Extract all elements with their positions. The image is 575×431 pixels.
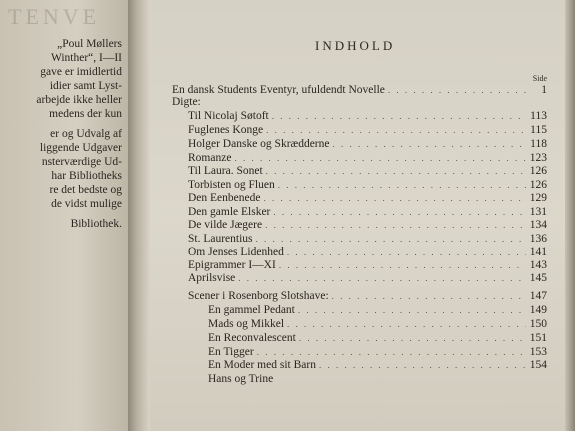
toc-entry: En Moder med sit Barn . . . 154 — [208, 359, 547, 371]
left-text-line: re det bedste og — [49, 184, 122, 196]
toc-entry: De vilde Jægere . . . 134 — [188, 219, 547, 231]
left-text-line: de vidst mulige — [51, 198, 122, 210]
left-text-line: Winther“, I—II — [50, 52, 122, 64]
toc-entry: Holger Danske og Skrædderne . . . 118 — [188, 138, 547, 150]
left-text-line: nsterværdige Ud- — [41, 156, 122, 168]
toc-entry: Aprilsvise . . . 145 — [188, 272, 547, 284]
toc-entry: Hans og Trine — [208, 373, 274, 385]
toc-entry: Romanze . . . 123 — [188, 152, 547, 164]
toc-entry: En gammel Pedant . . . 149 — [208, 304, 547, 316]
toc-entry: Om Jenses Lidenhed . . . 141 — [188, 246, 547, 258]
left-text-line: Bibliothek. — [70, 218, 122, 230]
toc-entry: Epigrammer I—XI . . . 143 — [188, 259, 547, 271]
left-text-line: „Poul Møllers — [57, 38, 122, 50]
toc-entry: Den gamle Elsker . . . 131 — [188, 206, 547, 218]
left-page-ghost-text: TENVE — [8, 4, 101, 29]
left-text-line: har Bibliotheks — [51, 170, 122, 182]
left-text-line: idier samt Lyst- — [49, 80, 122, 92]
toc-entry: Til Laura. Sonet . . . 126 — [188, 165, 547, 177]
toc-entry: Torbisten og Fluen . . . 126 — [188, 179, 547, 191]
left-text-line: gave er imidlertid — [40, 66, 122, 78]
toc-entry: Fuglenes Konge . . . 115 — [188, 124, 547, 136]
right-page — [150, 0, 575, 431]
toc-entry: Den Eenbenede . . . 129 — [188, 192, 547, 204]
toc-section-heading: Digte: — [172, 96, 201, 108]
left-page — [0, 0, 128, 431]
toc-entry: St. Laurentius . . . 136 — [188, 233, 547, 245]
left-text-line: medens der kun — [49, 108, 122, 120]
toc-entry: En dansk Students Eventyr, ufuldendt Novelle . . . 1 — [172, 84, 547, 96]
book-gutter — [128, 0, 150, 431]
toc-entry: Mads og Mikkel . . . 150 — [208, 318, 547, 330]
left-text-line: arbejde ikke heller — [36, 94, 122, 106]
toc-entry: Til Nicolaj Søtoft . . . 113 — [188, 110, 547, 122]
side-column-label: Side — [532, 74, 547, 83]
left-text-line: liggende Udgaver — [39, 142, 122, 154]
page-title: INDHOLD — [315, 38, 396, 53]
toc-entry: En Reconvalescent . . . 151 — [208, 332, 547, 344]
left-text-line: er og Udvalg af — [50, 128, 122, 140]
page-edge — [565, 0, 575, 431]
toc-section-heading: Scener i Rosenborg Slotshave: . . . 147 — [188, 290, 547, 302]
toc-entry: En Tigger . . . 153 — [208, 346, 547, 358]
